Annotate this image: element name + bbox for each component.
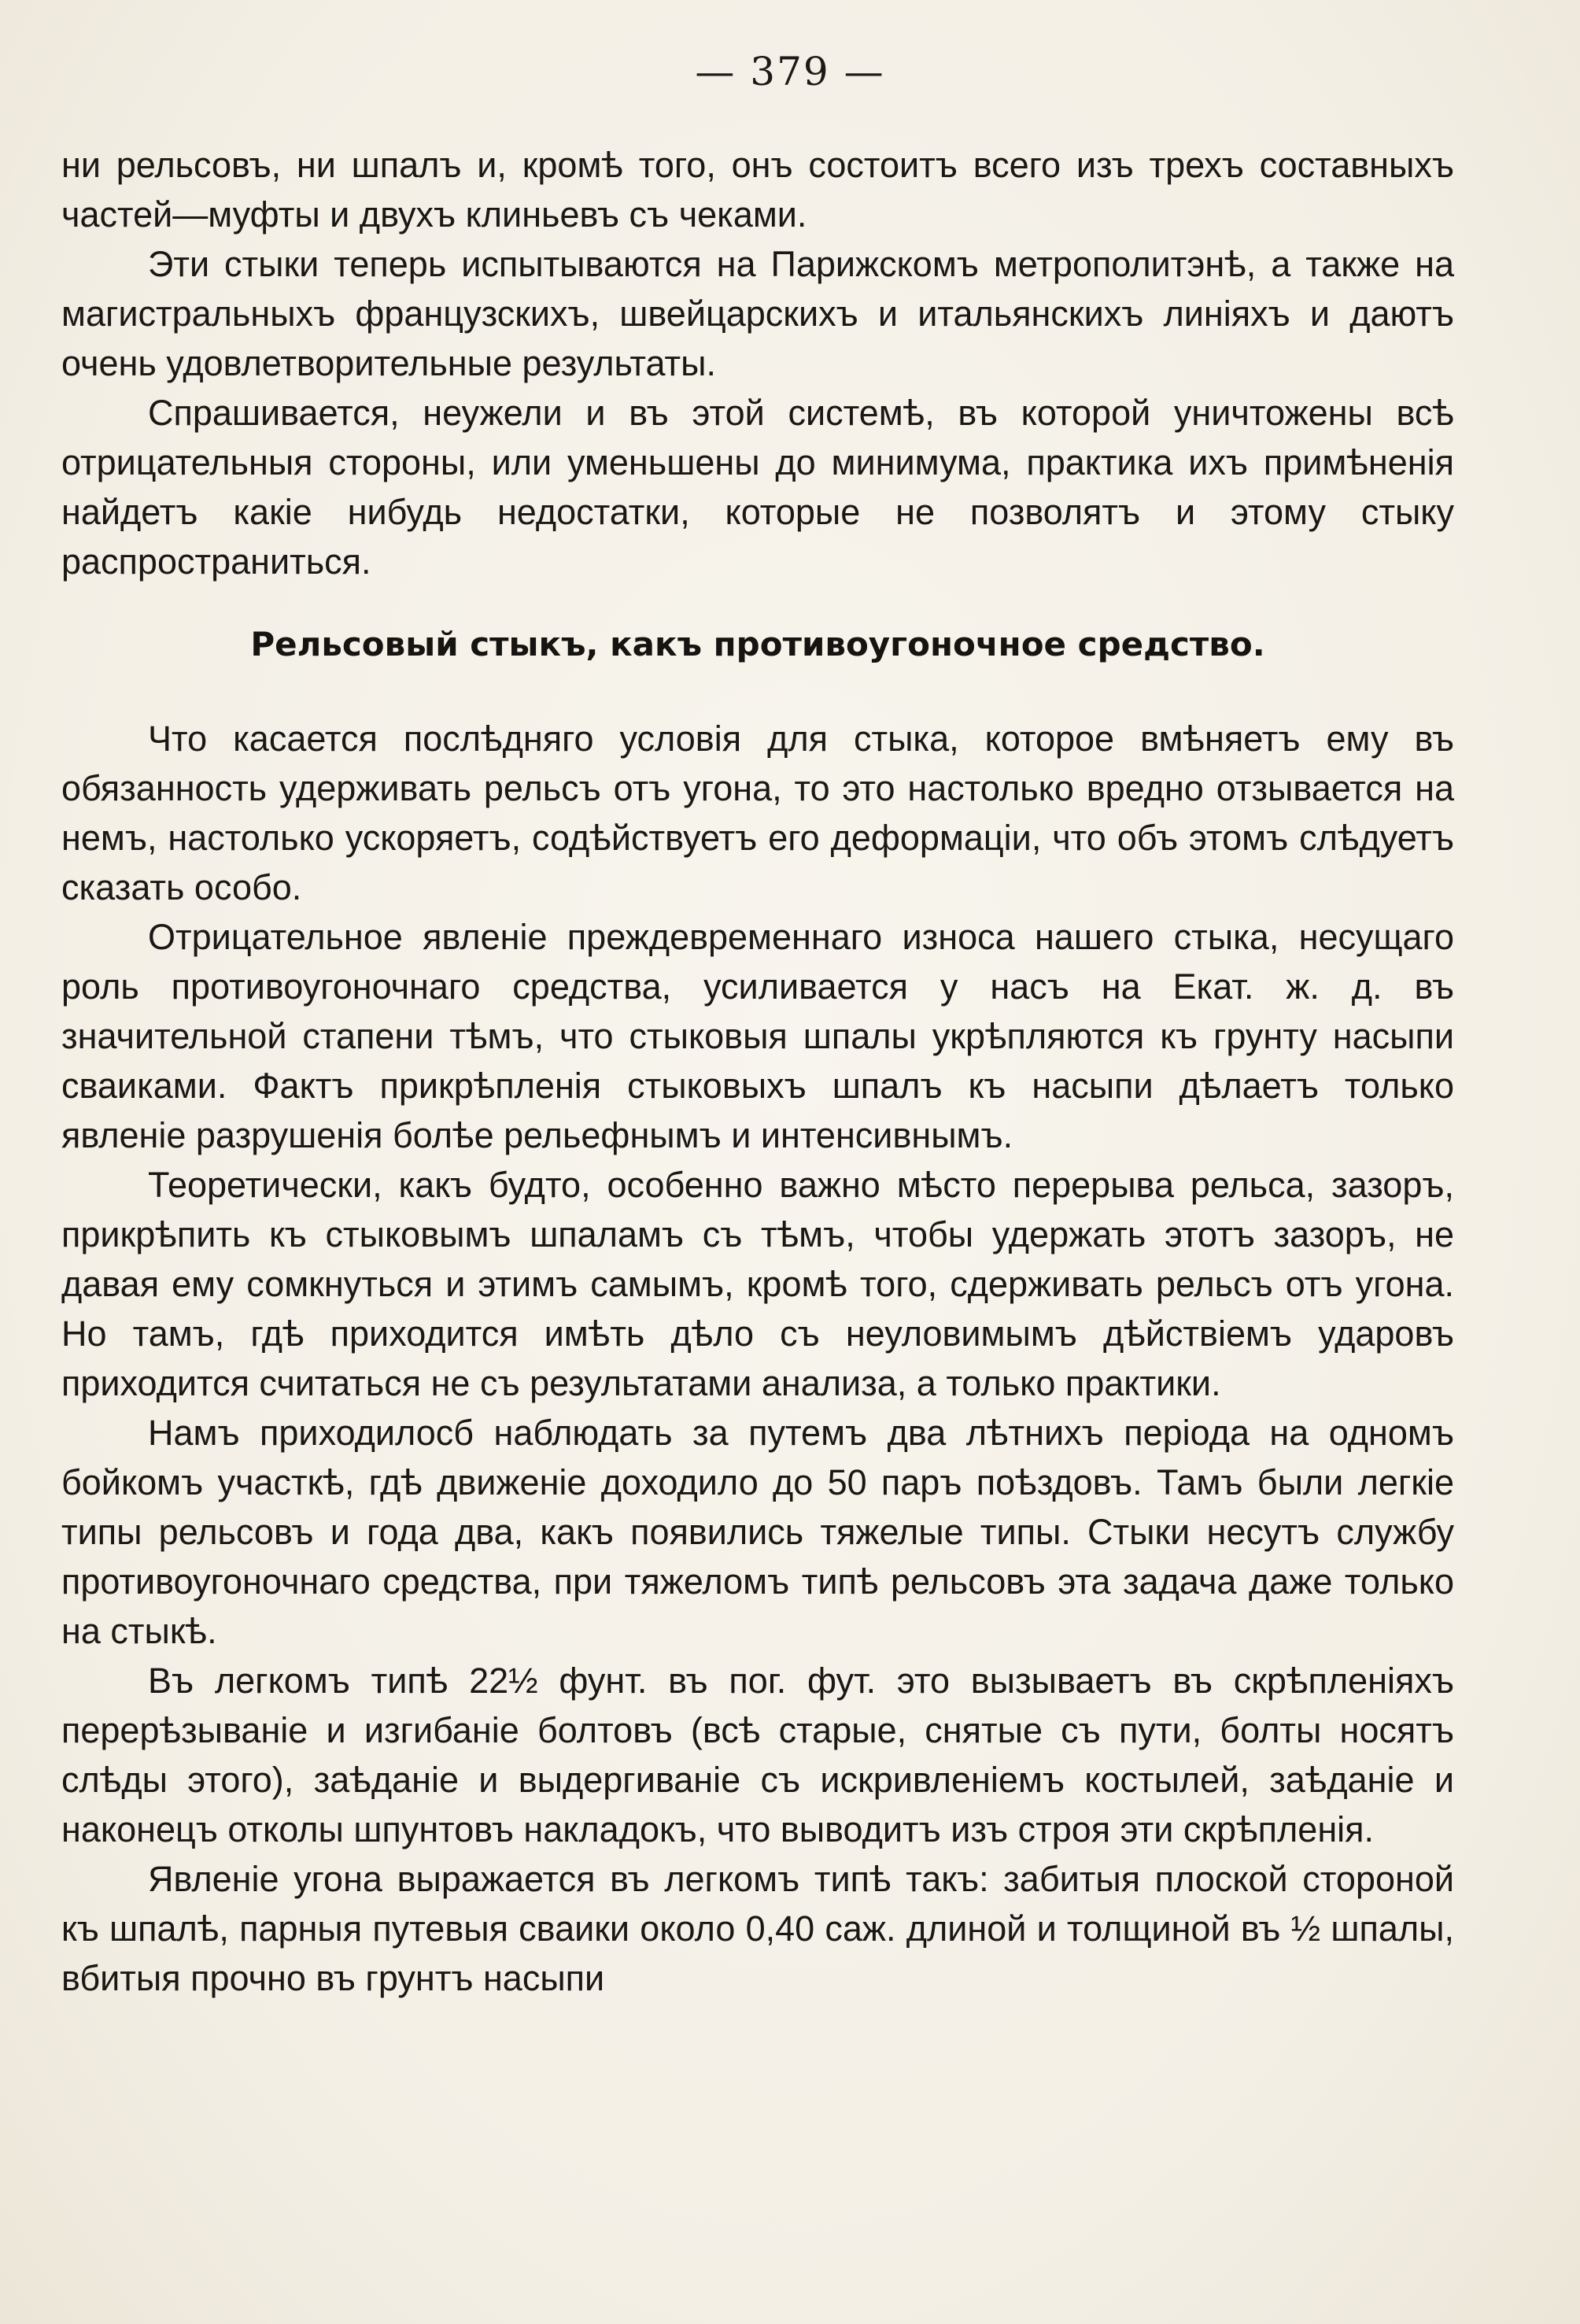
paragraph-7: Намъ приходилосб наблюдать за путемъ два лѣтнихъ періода на одномъ бойкомъ участкѣ, гдѣ движеніе доходило до 50 паръ поѣздовъ. Тамъ были легкіе типы рельсовъ и года два, какъ появились тяжелые типы. Стыки несутъ службу противоугоночнаго средства, при тяжеломъ типѣ рельсовъ эта задача даже только на стыкѣ.	[61, 1413, 1454, 1651]
page-body	[61, 140, 1454, 2003]
paragraph-9: Явленіе угона выражается въ легкомъ типѣ такъ: забитыя плоской стороной къ шпалѣ, парныя путевыя сваики около 0,40 саж. длиной и толщиной въ ½ шпалы, вбитыя прочно въ грунтъ насыпи	[61, 1859, 1454, 1998]
paragraph-6: Теоретически, какъ будто, особенно важно мѣсто перерыва рельса, зазоръ, прикрѣпить къ стыковымъ шпаламъ съ тѣмъ, чтобы удержать этотъ зазоръ, не давая ему сомкнуться и этимъ самымъ, кромѣ того, сдерживать рельсъ отъ угона. Но тамъ, гдѣ приходится имѣть дѣло съ неуловимымъ дѣйствіемъ ударовъ приходится считаться не съ результатами анализа, а только практики.	[61, 1165, 1454, 1403]
paragraph-2: Эти стыки теперь испытываются на Парижскомъ метрополитэнѣ, а также на магистральныхъ французскихъ, швейцарскихъ и итальянскихъ линіяхъ и даютъ очень удовлетворительные результаты.	[61, 244, 1454, 383]
paragraph-4: Что касается послѣдняго условія для стыка, которое вмѣняетъ ему въ обязанность удерживать рельсъ отъ угона, то это настолько вредно отзывается на немъ, настолько ускоряетъ, содѣйствуетъ его деформаціи, что объ этомъ слѣдуетъ сказать особо.	[61, 719, 1454, 907]
page-number: — 379 —	[695, 49, 885, 94]
paragraph-3: Спрашивается, неужели и въ этой системѣ, въ которой уничтожены всѣ отрицательныя стороны, или уменьшены до минимума, практика ихъ примѣненія найдетъ какіе нибудь недостатки, которые не позволятъ и этому стыку распространиться.	[61, 393, 1454, 582]
section-heading: Рельсовый стыкъ, какъ противоугоночное средство.	[250, 625, 1265, 663]
paragraph-5: Отрицательное явленіе преждевременнаго износа нашего стыка, несущаго роль противоугоночнаго средства, усиливается у насъ на Екат. ж. д. въ значительной стапени тѣмъ, что стыковыя шпалы укрѣпляются къ грунту насыпи сваиками. Фактъ прикрѣпленія стыковыхъ шпалъ къ насыпи дѣлаетъ только явленіе разрушенія болѣе рельефнымъ и интенсивнымъ.	[61, 917, 1454, 1155]
paragraph-8: Въ легкомъ типѣ 22½ фунт. въ пог. фут. это вызываетъ въ скрѣпленіяхъ перерѣзываніе и изгибаніе болтовъ (всѣ старые, снятые съ пути, болты носятъ слѣды этого), заѣданіе и выдергиваніе съ искривленіемъ костылей, заѣданіе и наконецъ отколы шпунтовъ накладокъ, что выводитъ изъ строя эти скрѣпленія.	[61, 1661, 1454, 1849]
paragraph-1: ни рельсовъ, ни шпалъ и, кромѣ того, онъ состоитъ всего изъ трехъ составныхъ частей—муфты и двухъ клиньевъ съ чеками.	[61, 145, 1454, 235]
